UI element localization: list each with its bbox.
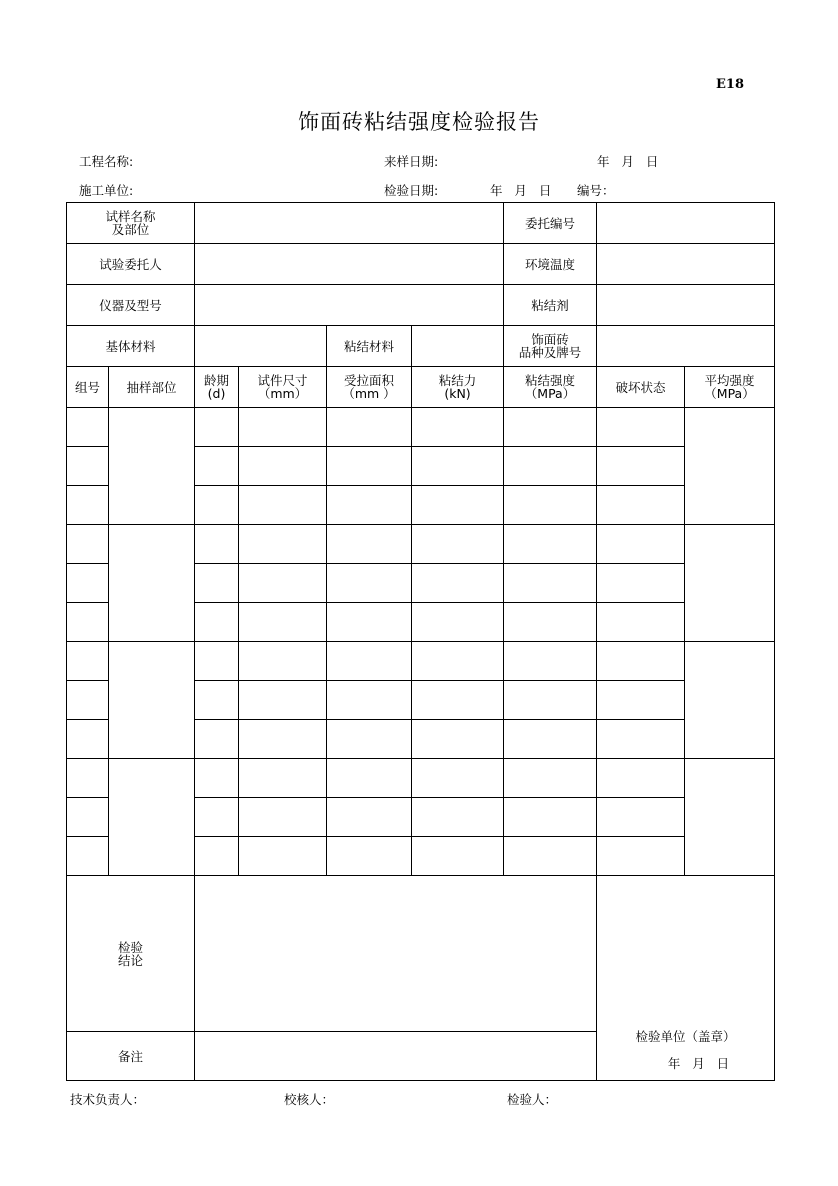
table-cell[interactable] [504,486,597,525]
table-cell[interactable] [67,525,109,564]
table-cell[interactable] [412,447,504,486]
table-cell[interactable] [67,798,109,837]
adhesive-label: 粘结剂 [504,285,597,326]
adhesive-field[interactable] [597,285,775,326]
bond-material-label: 粘结材料 [327,326,412,367]
location-cell[interactable] [109,759,195,876]
table-cell[interactable] [327,837,412,876]
table-cell[interactable] [239,603,327,642]
table-cell[interactable] [195,447,239,486]
table-cell[interactable] [327,408,412,447]
table-cell[interactable] [412,486,504,525]
table-cell[interactable] [195,486,239,525]
specimen-name-field[interactable] [195,203,504,244]
table-row [67,759,775,798]
table-cell[interactable] [195,798,239,837]
col-area: 受拉面积 （mm ） [327,367,412,408]
table-cell[interactable] [239,564,327,603]
table-cell[interactable] [195,837,239,876]
avg-strength-cell[interactable] [685,408,775,525]
table-cell[interactable] [412,642,504,681]
table-cell[interactable] [597,681,685,720]
table-cell[interactable] [327,447,412,486]
table-cell[interactable] [327,642,412,681]
table-cell[interactable] [239,642,327,681]
table-cell[interactable] [597,759,685,798]
col-location: 抽样部位 [109,367,195,408]
avg-strength-cell[interactable] [685,759,775,876]
column-header-row [67,367,775,408]
info-row-specimen [67,203,775,244]
location-cell[interactable] [109,642,195,759]
table-cell[interactable] [195,720,239,759]
col-avg-strength: 平均强度 （MPa） [685,367,775,408]
table-cell[interactable] [412,564,504,603]
tile-type-label: 饰面砖 品种及牌号 [504,326,597,367]
construction-unit-label: 施工单位: [79,183,134,198]
table-cell[interactable] [504,447,597,486]
client-field[interactable] [195,244,504,285]
table-cell[interactable] [195,603,239,642]
table-cell[interactable] [327,603,412,642]
instrument-label: 仪器及型号 [67,285,195,326]
table-cell[interactable] [195,408,239,447]
env-temp-field[interactable] [597,244,775,285]
table-cell[interactable] [412,603,504,642]
table-cell[interactable] [412,720,504,759]
table-cell[interactable] [195,564,239,603]
location-cell[interactable] [109,525,195,642]
checker-label: 校核人： [284,1092,335,1107]
table-cell[interactable] [597,798,685,837]
table-cell[interactable] [67,564,109,603]
table-row [67,642,775,681]
table-cell[interactable] [239,837,327,876]
sample-date-label: 来样日期: [384,154,439,169]
table-cell[interactable] [597,525,685,564]
table-cell[interactable] [195,681,239,720]
table-row [67,525,775,564]
conclusion-label: 检验 结论 [67,876,195,1032]
table-cell[interactable] [239,525,327,564]
table-cell[interactable] [67,759,109,798]
table-row [67,408,775,447]
table-cell[interactable] [67,681,109,720]
table-cell[interactable] [504,720,597,759]
col-size: 试件尺寸 （mm） [239,367,327,408]
table-cell[interactable] [327,564,412,603]
table-cell[interactable] [327,525,412,564]
col-failure: 破坏状态 [597,367,685,408]
table-cell[interactable] [239,447,327,486]
form-code: E18 [716,77,744,92]
unit-seal-label: 检验单位（盖章） [635,1029,736,1044]
table-cell[interactable] [504,603,597,642]
unit-seal-cell[interactable] [597,876,775,1081]
tile-type-field[interactable] [597,326,775,367]
table-cell[interactable] [597,486,685,525]
page-title: 饰面砖粘结强度检验报告 [298,110,540,134]
table-cell[interactable] [195,759,239,798]
inspector-label: 检验人： [507,1092,558,1107]
sample-date-ymd: 年 月 日 [597,154,659,169]
table-cell[interactable] [412,837,504,876]
tech-lead-label: 技术负责人： [70,1092,146,1107]
conclusion-row [67,876,775,1032]
report-number-label: 编号： [577,183,615,198]
table-cell[interactable] [597,720,685,759]
table-cell[interactable] [597,447,685,486]
table-cell[interactable] [504,408,597,447]
col-strength: 粘结强度 （MPa） [504,367,597,408]
table-cell[interactable] [67,486,109,525]
substrate-label: 基体材料 [67,326,195,367]
info-row-client [67,244,775,285]
test-date-ymd: 年 月 日 [490,183,552,198]
table-cell[interactable] [67,642,109,681]
table-cell[interactable] [412,681,504,720]
inspection-form-table [66,202,775,1081]
table-cell[interactable] [412,408,504,447]
table-cell[interactable] [504,798,597,837]
table-cell[interactable] [239,798,327,837]
table-cell[interactable] [504,564,597,603]
table-cell[interactable] [327,720,412,759]
col-force: 粘结力 (kN) [412,367,504,408]
table-cell[interactable] [67,837,109,876]
table-cell[interactable] [597,603,685,642]
table-cell[interactable] [597,408,685,447]
table-cell[interactable] [195,525,239,564]
table-cell[interactable] [597,837,685,876]
table-cell[interactable] [195,642,239,681]
table-cell[interactable] [327,798,412,837]
table-cell[interactable] [327,759,412,798]
table-cell[interactable] [504,681,597,720]
table-cell[interactable] [597,642,685,681]
substrate-field[interactable] [195,326,327,367]
commission-no-label: 委托编号 [504,203,597,244]
seal-date: 年 月 日 [667,1056,730,1071]
table-cell[interactable] [504,759,597,798]
table-cell[interactable] [239,486,327,525]
table-cell[interactable] [67,408,109,447]
project-name-label: 工程名称: [79,154,134,169]
bond-material-field[interactable] [412,326,504,367]
instrument-field[interactable] [195,285,504,326]
avg-strength-cell[interactable] [685,642,775,759]
table-cell[interactable] [67,720,109,759]
table-cell[interactable] [412,759,504,798]
table-cell[interactable] [239,720,327,759]
table-cell[interactable] [67,603,109,642]
commission-no-field[interactable] [597,203,775,244]
client-label: 试验委托人 [67,244,195,285]
table-cell[interactable] [327,486,412,525]
table-cell[interactable] [67,447,109,486]
info-row-materials [67,326,775,367]
table-cell[interactable] [412,525,504,564]
col-age: 龄期 (d) [195,367,239,408]
conclusion-field[interactable] [195,876,597,1032]
col-group: 组号 [67,367,109,408]
table-cell[interactable] [239,681,327,720]
table-cell[interactable] [597,564,685,603]
info-row-instrument [67,285,775,326]
test-date-label: 检验日期: [384,183,439,198]
remarks-label: 备注 [67,1032,195,1081]
env-temp-label: 环境温度 [504,244,597,285]
specimen-name-label: 试样名称 及部位 [67,203,195,244]
avg-strength-cell[interactable] [685,525,775,642]
table-cell[interactable] [504,642,597,681]
remarks-field[interactable] [195,1032,597,1081]
table-cell[interactable] [504,837,597,876]
table-cell[interactable] [239,759,327,798]
table-cell[interactable] [412,798,504,837]
table-cell[interactable] [239,408,327,447]
table-cell[interactable] [327,681,412,720]
location-cell[interactable] [109,408,195,525]
table-cell[interactable] [504,525,597,564]
